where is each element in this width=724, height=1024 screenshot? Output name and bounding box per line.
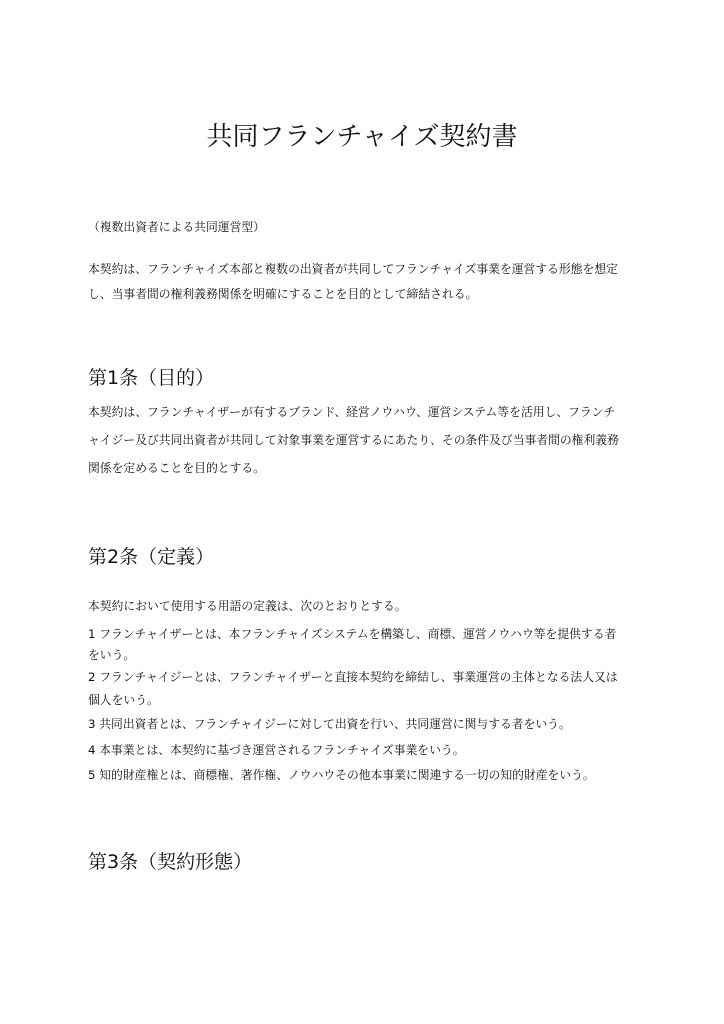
document-title: 共同フランチャイズ契約書 (206, 122, 518, 152)
document-subtitle: （複数出資者による共同運営型） (88, 220, 265, 234)
article-heading: 第2条（定義） (88, 546, 215, 568)
definition-item: 5 知的財産権とは、商標権、著作権、ノウハウその他本事業に関連する一切の知的財産をいう。 (88, 768, 595, 782)
definition-item: 2 フランチャイジーとは、フランチャイザーと直接本契約を締結し、事業運営の主体となる法人又は (88, 670, 618, 684)
definition-item: 4 本事業とは、本契約に基づき運営されるフランチャイズ事業をいう。 (88, 743, 465, 757)
article-line: 本契約において使用する用語の定義は、次のとおりとする。 (88, 599, 407, 613)
definition-item: 3 共同出資者とは、フランチャイジーに対して出資を行い、共同運営に関与する者をいう。 (88, 717, 571, 731)
article-heading: 第3条（契約形態） (88, 851, 253, 873)
article-line: 関係を定めることを目的とする。 (88, 461, 265, 475)
article-heading: 第1条（目的） (88, 367, 215, 389)
definition-item: をいう。 (88, 648, 136, 662)
definition-item: 個人をいう。 (88, 693, 159, 707)
preamble-line: 本契約は、フランチャイズ本部と複数の出資者が共同してフランチャイズ事業を運営する形態を想定 (88, 262, 618, 276)
definition-item: 1 フランチャイザーとは、本フランチャイズシステムを構築し、商標、運営ノウハウ等を提供する者 (88, 627, 617, 641)
article-line: 本契約は、フランチャイザーが有するブランド、経営ノウハウ、運営システム等を活用し、フランチ (88, 405, 616, 419)
preamble-line: し、当事者間の権利義務関係を明確にすることを目的として締結される。 (88, 287, 478, 301)
article-line: ャイジー及び共同出資者が共同して対象事業を運営するにあたり、その条件及び当事者間の権利義務 (88, 433, 619, 447)
